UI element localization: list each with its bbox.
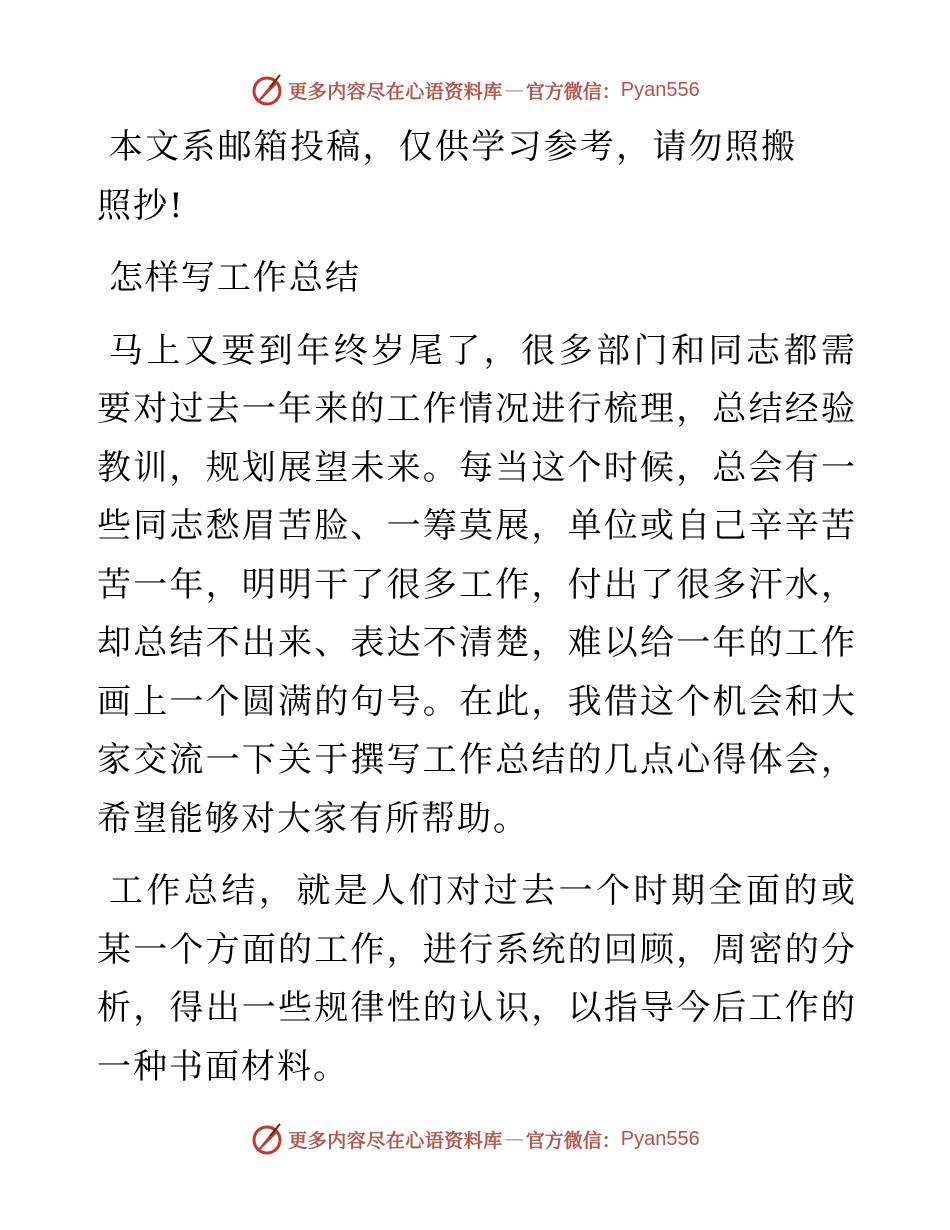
- banner-wechat-label: 官方微信：: [525, 1129, 621, 1152]
- document-title: 怎样写工作总结: [108, 258, 361, 298]
- banner-dash: —: [504, 1128, 524, 1150]
- banner-dash: —: [504, 79, 524, 101]
- body-paragraph-1: 马上又要到年终岁尾了，很多部门和同志都需要对过去一年来的工作情况进行梳理，总结经验教训，规划展望未来。每当这个时候，总会有一些同志愁眉苦脸、一筹莫展，单位或自己辛辛苦苦一年，明明干了很多工作，付出了很多汗水，却总结不出来、表达不清楚，难以给一年的工作画上一个圆满的句号。在此，我借这个机会和大家交流一下关于撰写工作总结的几点心得体会，希望能够对大家有所帮助。: [97, 330, 857, 839]
- quill-pen-logo-icon: [250, 1122, 284, 1156]
- banner-wechat-id: Pyan556: [620, 1127, 700, 1150]
- banner-wechat-id: Pyan556: [620, 78, 700, 101]
- document-body: [97, 118, 857, 1096]
- banner-site-text: 更多内容尽在心语资料库: [288, 80, 503, 103]
- quill-pen-logo-icon: [250, 73, 284, 107]
- header-watermark-banner: [0, 70, 950, 110]
- banner-site-text: 更多内容尽在心语资料库: [288, 1129, 503, 1152]
- banner-wechat-label: 官方微信：: [525, 80, 621, 103]
- body-paragraph-2: 工作总结，就是人们对过去一个时期全面的或某一个方面的工作，进行系统的回顾，周密的分析，得出一些规律性的认识，以指导今后工作的一种书面材料。: [97, 871, 857, 1087]
- footer-watermark-banner: [0, 1119, 950, 1159]
- submission-notice: 本文系邮箱投稿，仅供学习参考，请勿照搬照抄!: [97, 127, 797, 226]
